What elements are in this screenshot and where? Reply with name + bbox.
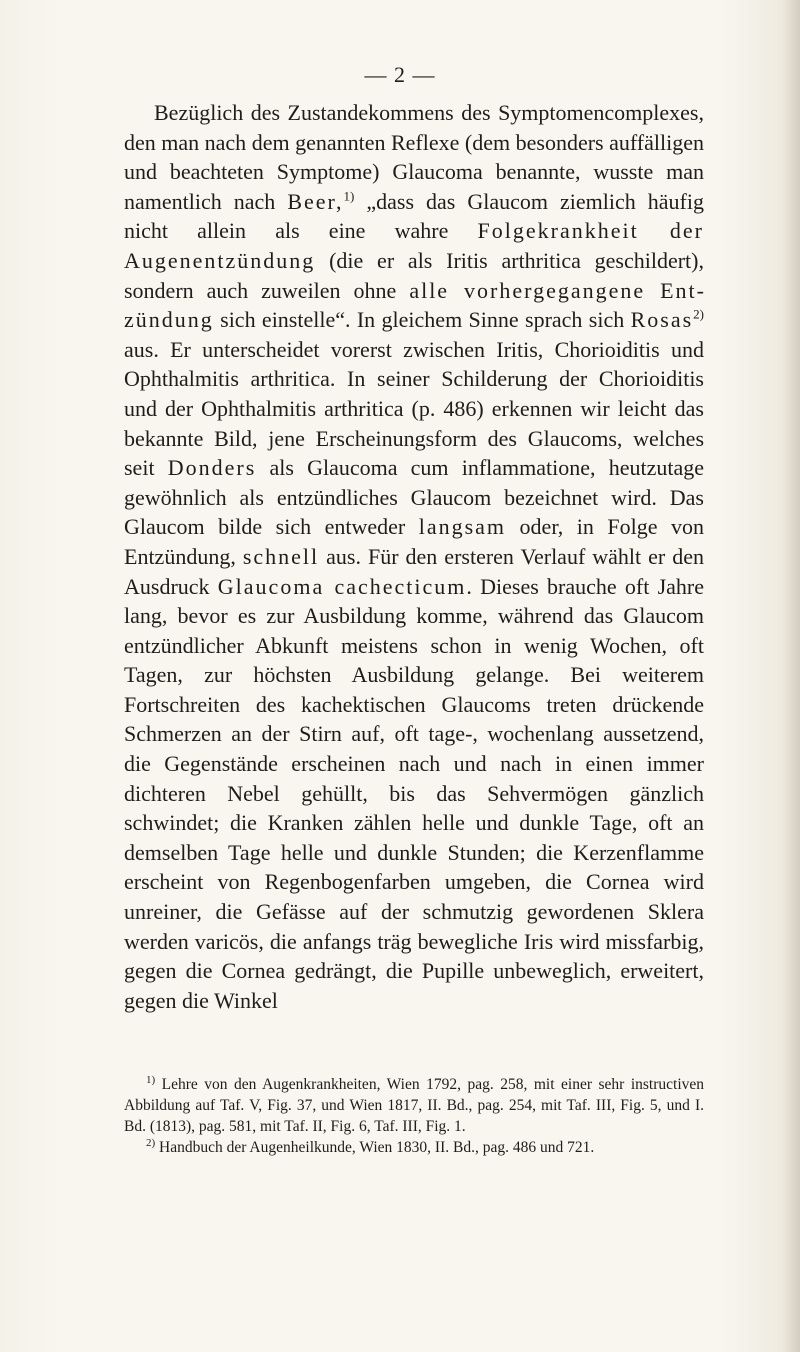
footnote-text: Handbuch der Augenheilkunde, Wien 1830, II. Bd., pag. 486 und 721. — [155, 1139, 595, 1156]
emphasis-folgekrankheit: Folgekrankheit der Augenentzündung — [124, 218, 704, 273]
footnote-mark: 1) — [146, 1073, 156, 1086]
body-text-segment: aus. Er unterscheidet vorerst zwischen Iritis, Chorioiditis und Ophthalmitis arthritica. In seiner Schilderung der Chorioiditis und der Ophthalmitis arthritica (p. 486) erkennen wir leicht das bekannte Bild, jene Erscheinungsform des Glaucoms, welches seit — [124, 336, 704, 481]
footnote-mark: 2) — [146, 1136, 156, 1149]
author-name-beer: Beer, — [287, 188, 344, 214]
body-text-segment: als Glaucoma cum inflammatione, heutzutage gewöhnlich als entzündliches Glaucom bezeichnet wird. Das Glaucom bilde sich entweder — [124, 455, 704, 540]
emphasis-glaucoma-cachecticum: Glaucoma cachecticum — [217, 573, 467, 599]
body-text-segment: oder, in Folge von Entzündung, — [124, 514, 704, 569]
body-text-segment: „dass das Glaucom ziemlich häufig nicht allein als eine wahre — [124, 188, 704, 244]
footnote-text: Lehre von den Augenkrankheiten, Wien 1792, pag. 258, mit einer sehr instructiven Abbildung auf Taf. V, Fig. 37, und Wien 1817, II. Bd., pag. 254, mit Taf. III, Fig. 5, und I. Bd. (1813), pag. 581, mit Taf. II, Fig. 6, Taf. III, Fig. 1. — [124, 1076, 704, 1135]
footnote-1 — [124, 1074, 704, 1137]
emphasis-alle-vorhergegangene: alle vorhergegangene Entzündung — [124, 277, 704, 333]
emphasis-langsam: langsam — [418, 514, 507, 540]
body-text-segment: Bezüglich des Zustandekommens des Symptomencomplexes, den man nach dem genannten Reflexe (dem besonders auffälligen und beachteten Symptome) Glaucoma benannte, wusste man namentlich nach — [124, 100, 704, 214]
body-text-segment: aus. Für den ersteren Verlauf wählt er den Ausdruck — [124, 543, 704, 599]
emphasis-schnell: schnell — [242, 543, 320, 569]
author-name-donders: Donders — [167, 455, 257, 481]
footnote-ref-1: 1) — [343, 188, 355, 204]
main-paragraph — [124, 98, 704, 1015]
author-name-rosas: Rosas — [630, 307, 694, 333]
body-text-segment: sich einstelle“. In gleichem Sinne sprach sich — [213, 307, 631, 333]
page-edge-shadow — [782, 0, 800, 1352]
footnote-ref-2: 2) — [693, 306, 704, 322]
page-number: — 2 — — [364, 62, 436, 87]
body-text-segment: . Dieses brauche oft Jahre lang, bevor es zur Ausbildung komme, während das Glaucom entzündlicher Abkunft meistens schon in wenig Wochen, oft Tagen, zur höchsten Ausbildung gelange. Bei weiterem Fortschreiten des kachektischen Glaucoms treten drückende Schmerzen an der Stirn auf, oft tage-, wochenlang aussetzend, die Gegenstände erscheinen nach und nach in einen immer dichteren Nebel gehüllt, bis das Sehvermögen gänzlich schwindet; die Kranken zählen helle und dunkle Tage, oft an demselben Tage helle und dunkle Stunden; die Kerzenflamme erscheint von Regenbogenfarben umgeben, die Cornea wird unreiner, die Gefässe auf der schmutzig gewordenen Sklera werden varicös, die anfangs träg bewegliche Iris wird missfarbig, gegen die Cornea gedrängt, die Pupille unbeweglich, erweitert, gegen die Winkel — [124, 573, 704, 1013]
footnotes — [124, 1074, 704, 1158]
footnote-2 — [124, 1137, 704, 1158]
body-text-segment: (die er als Iritis arthritica geschildert), sondern auch zuweilen ohne — [124, 247, 704, 303]
